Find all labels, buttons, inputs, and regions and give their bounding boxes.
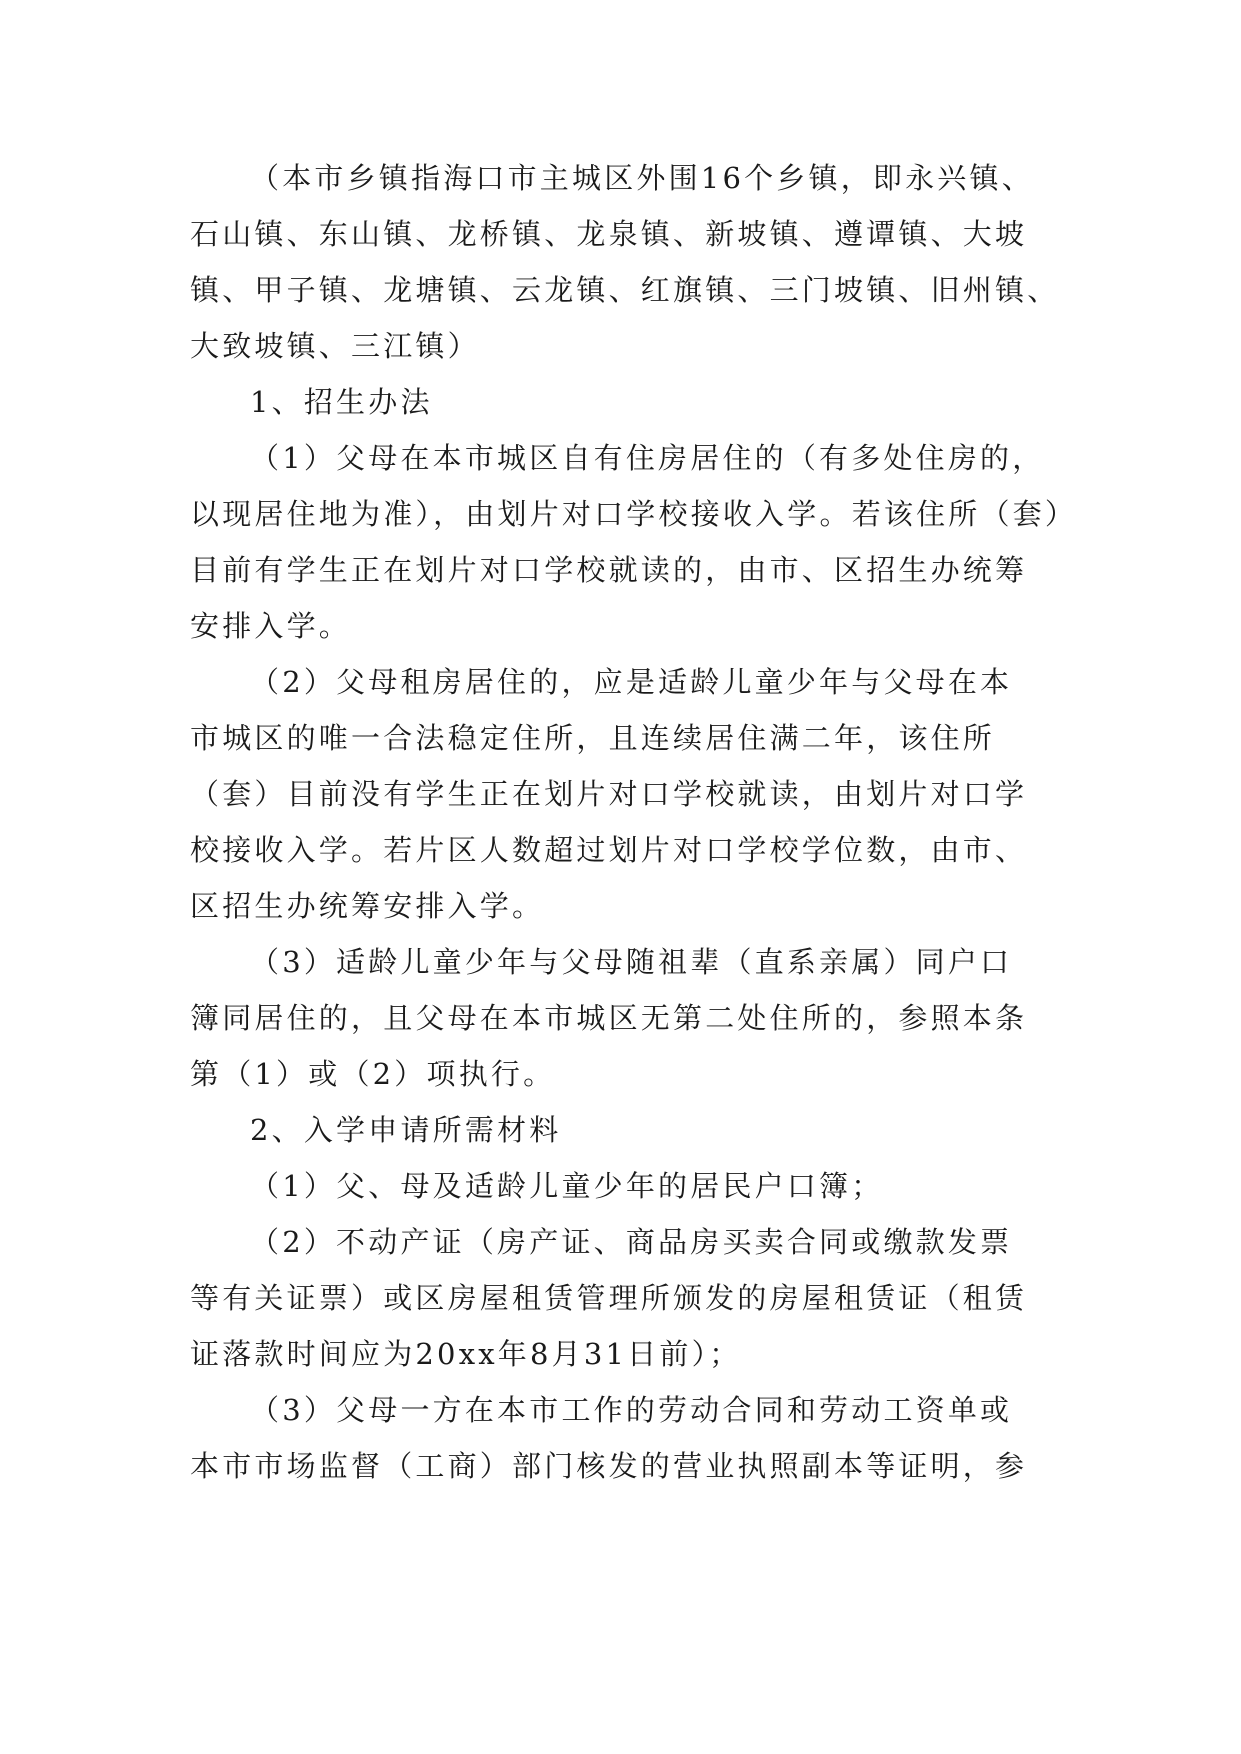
- section-heading: 2、入学申请所需材料: [250, 1113, 562, 1147]
- text-line: （3）适龄儿童少年与父母随祖辈（直系亲属）同户口: [250, 945, 1013, 979]
- text-line: 证落款时间应为20xx年8月31日前）；: [190, 1337, 742, 1371]
- text-line: 石山镇、东山镇、龙桥镇、龙泉镇、新坡镇、遵谭镇、大坡: [190, 217, 1028, 251]
- section-heading: 1、招生办法: [250, 385, 433, 419]
- text-line: 校接收入学。若片区人数超过划片对口学校学位数，由市、: [190, 833, 1028, 867]
- text-line: 等有关证票）或区房屋租赁管理所颁发的房屋租赁证（租赁: [190, 1281, 1028, 1315]
- text-line: 以现居住地为准），由划片对口学校接收入学。若该住所（套）: [190, 497, 1078, 531]
- text-line: 市城区的唯一合法稳定住所，且连续居住满二年，该住所: [190, 721, 996, 755]
- text-line: （2）父母租房居住的，应是适龄儿童少年与父母在本: [250, 665, 1013, 699]
- text-line: 安排入学。: [190, 609, 352, 643]
- text-line: 镇、甲子镇、龙塘镇、云龙镇、红旗镇、三门坡镇、旧州镇、: [190, 273, 1060, 307]
- text-line: （本市乡镇指海口市主城区外围16个乡镇，即永兴镇、: [250, 161, 1034, 195]
- text-line: （1）父母在本市城区自有住房居住的（有多处住房的，: [250, 441, 1045, 475]
- text-line: 区招生办统筹安排入学。: [190, 889, 545, 923]
- text-line: （1）父、母及适龄儿童少年的居民户口簿；: [250, 1169, 884, 1203]
- text-line: （套）目前没有学生正在划片对口学校就读，由划片对口学: [190, 777, 1028, 811]
- text-line: 簿同居住的，且父母在本市城区无第二处住所的，参照本条: [190, 1001, 1028, 1035]
- text-line: 第（1）或（2）项执行。: [190, 1057, 556, 1091]
- text-line: 本市市场监督（工商）部门核发的营业执照副本等证明，参: [190, 1449, 1028, 1483]
- text-line: 目前有学生正在划片对口学校就读的，由市、区招生办统筹: [190, 553, 1028, 587]
- text-line: （2）不动产证（房产证、商品房买卖合同或缴款发票: [250, 1225, 1013, 1259]
- text-line: 大致坡镇、三江镇）: [190, 329, 480, 363]
- text-line: （3）父母一方在本市工作的劳动合同和劳动工资单或: [250, 1393, 1013, 1427]
